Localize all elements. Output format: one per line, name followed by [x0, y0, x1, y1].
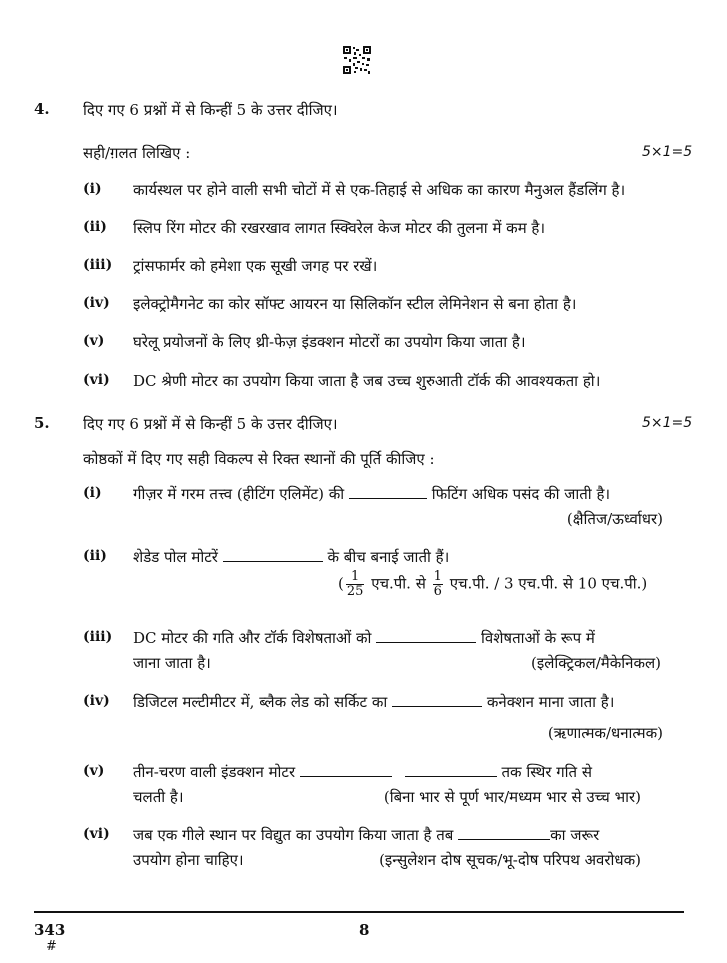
options-text: एच.पी. से	[371, 574, 426, 593]
options-text: एच.पी. / 3 एच.पी. से 10 एच.पी.)	[449, 574, 648, 593]
q4-item-num: (i)	[83, 181, 102, 197]
q5-item-after: फिटिंग अधिक पसंद की जाती है।	[431, 485, 611, 503]
q4-item-num: (iv)	[83, 295, 110, 311]
q4-item-num: (v)	[83, 333, 105, 349]
q5-item-after: कनेक्शन माना जाता है।	[486, 693, 615, 711]
q5-subheading: कोष्ठकों में दिए गए सही विकल्प से रिक्त स्थानों की पूर्ति कीजिए :	[83, 450, 435, 468]
q5-item-options: (बिना भार से पूर्ण भार/मध्यम भार से उच्च भार)	[383, 788, 641, 806]
q5-item-num: (iii)	[83, 629, 113, 645]
fraction-denominator: 25	[346, 584, 364, 599]
q5-item-line	[133, 484, 610, 504]
q5-item-before: DC मोटर की गति और टॉर्क विशेषताओं को	[133, 629, 372, 647]
q5-item-before: तीन-चरण वाली इंडक्शन मोटर	[133, 763, 296, 781]
q5-item-line	[133, 762, 592, 782]
fill-blank[interactable]	[458, 825, 550, 840]
q5-item-after: तक स्थिर गति से	[501, 763, 593, 781]
q4-item-text: DC श्रेणी मोटर का उपयोग किया जाता है जब उच्च शुरुआती टॉर्क की आवश्यकता हो।	[133, 372, 601, 390]
options-open-paren: (	[338, 574, 344, 593]
q5-item-before: शेडेड पोल मोटरें	[133, 548, 218, 566]
q5-item-line2: चलती है।	[133, 788, 184, 806]
q5-item-after: के बीच बनाई जाती हैं।	[327, 548, 450, 566]
footer-rule	[34, 911, 684, 913]
q5-item-line	[133, 628, 595, 648]
qr-code	[342, 45, 372, 75]
q4-item-text: घरेलू प्रयोजनों के लिए थ्री-फेज़ इंडक्शन मोटरों का उपयोग किया जाता है।	[133, 333, 526, 351]
fraction	[346, 570, 365, 599]
q4-item-num: (vi)	[83, 372, 110, 388]
q4-item-num: (ii)	[83, 219, 107, 235]
q5-number: 5.	[34, 414, 50, 432]
q5-item-line	[133, 692, 614, 712]
q4-number: 4.	[34, 100, 50, 118]
q4-item-text: इलेक्ट्रोमैगनेट का कोर सॉफ्ट आयरन या सिलिकॉन स्टील लेमिनेशन से बना होता है।	[133, 295, 577, 313]
q5-item-before: डिजिटल मल्टीमीटर में, ब्लैक लेड को सर्किट का	[133, 693, 388, 711]
q4-item-text: ट्रांसफार्मर को हमेशा एक सूखी जगह पर रखें।	[133, 257, 378, 275]
fill-blank[interactable]	[392, 692, 482, 707]
fill-blank[interactable]	[349, 484, 427, 499]
fill-blank[interactable]	[223, 547, 323, 562]
q5-item-options: (ऋणात्मक/धनात्मक)	[547, 724, 663, 742]
fill-blank[interactable]	[300, 762, 392, 777]
q5-item-line	[133, 547, 449, 567]
q5-item-num: (iv)	[83, 693, 110, 709]
page-number: 8	[359, 921, 370, 939]
q5-item-line2: उपयोग होना चाहिए।	[133, 851, 244, 869]
q5-item-num: (i)	[83, 485, 102, 501]
q5-item-before: गीज़र में गरम तत्त्व (हीटिंग एलिमेंट) की	[133, 485, 345, 503]
hash-mark: #	[46, 939, 57, 954]
q4-item-text: कार्यस्थल पर होने वाली सभी चोटों में से एक-तिहाई से अधिक का कारण मैनुअल हैंडलिंग है।	[133, 181, 626, 199]
q5-item-line2: जाना जाता है।	[133, 654, 211, 672]
fraction	[433, 570, 443, 599]
fill-blank[interactable]	[405, 762, 497, 777]
q4-instruction: दिए गए 6 प्रश्नों में से किन्हीं 5 के उत्तर दीजिए।	[83, 101, 338, 119]
q5-item-after: का जरूर	[550, 826, 600, 844]
q4-item-text: स्लिप रिंग मोटर की रखरखाव लागत स्क्विरेल केज मोटर की तुलना में कम है।	[133, 219, 546, 237]
q4-marks: 5×1=5	[642, 144, 693, 160]
q4-subheading: सही/ग़लत लिखिए :	[83, 144, 191, 162]
q5-item-before: जब एक गीले स्थान पर विद्युत का उपयोग किया जाता है तब	[133, 826, 454, 844]
q5-item-after: विशेषताओं के रूप में	[481, 629, 595, 647]
fraction-numerator: 1	[433, 569, 442, 584]
q5-item-num: (vi)	[83, 826, 110, 842]
fraction-denominator: 6	[433, 584, 442, 599]
q4-item-num: (iii)	[83, 257, 113, 273]
q5-marks: 5×1=5	[642, 415, 693, 431]
q5-item-options: (क्षैतिज/ऊर्ध्वाधर)	[566, 510, 663, 528]
q5-item-options	[338, 570, 647, 599]
paper-code: 343	[34, 921, 66, 939]
q5-item-options: (इलेक्ट्रिकल/मैकेनिकल)	[531, 654, 661, 672]
q5-instruction: दिए गए 6 प्रश्नों में से किन्हीं 5 के उत्तर दीजिए।	[83, 415, 338, 433]
q5-item-options: (इन्सुलेशन दोष सूचक/भू-दोष परिपथ अवरोधक)	[379, 851, 641, 869]
fill-blank[interactable]	[376, 628, 476, 643]
fraction-numerator: 1	[346, 570, 365, 585]
q5-item-line	[133, 825, 599, 845]
q5-item-num: (ii)	[83, 548, 107, 564]
q5-item-num: (v)	[83, 763, 105, 779]
